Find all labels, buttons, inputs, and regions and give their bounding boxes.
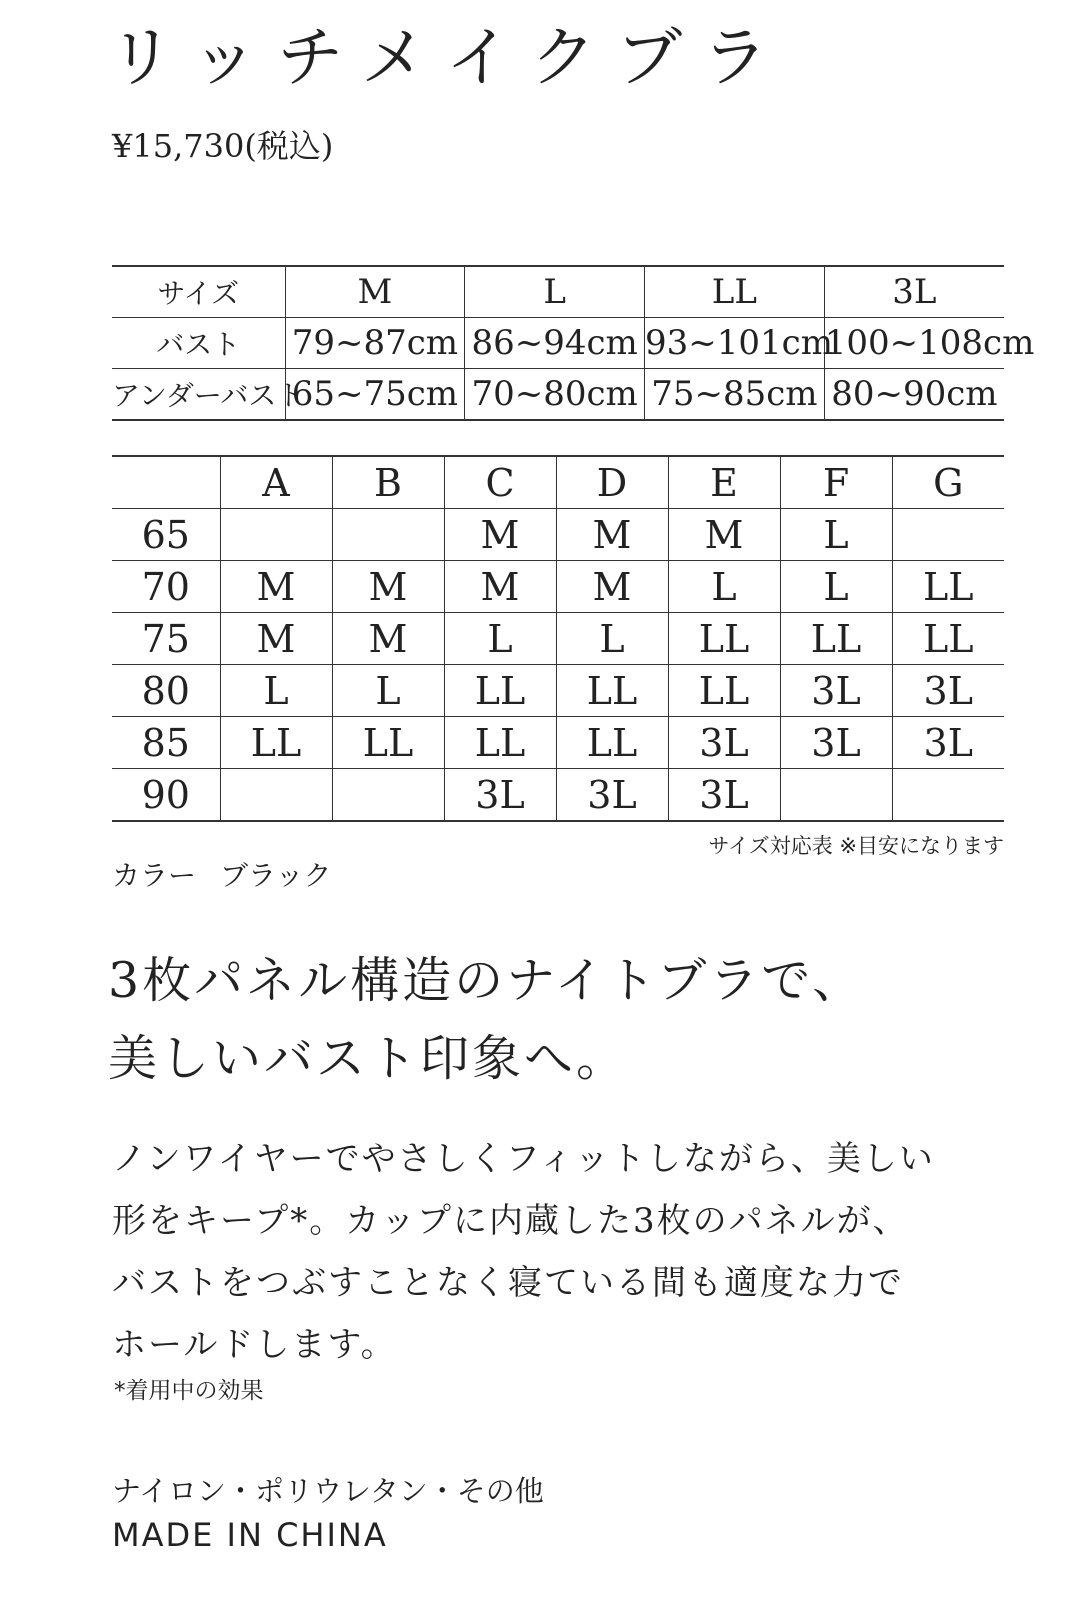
cup-table-row — [112, 613, 1004, 665]
description-line: 形をキープ*。カップに内蔵した3枚のパネルが、 — [112, 1201, 909, 1241]
size-chart-row-label: バスト — [112, 318, 285, 369]
color-info — [112, 858, 331, 894]
cup-table-header: C — [444, 456, 556, 509]
cup-table-cell — [892, 769, 1004, 822]
size-chart-cell: 93~101cm — [645, 318, 825, 369]
description-line: ノンワイヤーでやさしくフィットしながら、美しい — [112, 1139, 935, 1179]
cup-table-cell: LL — [668, 613, 780, 665]
cup-table-band: 80 — [112, 665, 220, 717]
headline-line: 3枚パネル構造のナイトブラで、 — [108, 952, 865, 1009]
cup-table-row — [112, 509, 1004, 561]
product-title: リッチメイクブラ — [108, 19, 789, 96]
cup-table-cell: LL — [444, 717, 556, 769]
size-chart-header: LL — [645, 266, 825, 318]
cup-table-cell: LL — [892, 613, 1004, 665]
cup-table-band: 75 — [112, 613, 220, 665]
cup-table-header: D — [556, 456, 668, 509]
size-chart-row — [112, 318, 1004, 369]
cup-table-header: F — [780, 456, 892, 509]
cup-table-row — [112, 561, 1004, 613]
cup-table-band: 85 — [112, 717, 220, 769]
cup-table-cell: L — [668, 561, 780, 613]
cup-table-cell: L — [556, 613, 668, 665]
cup-table-cell: LL — [220, 717, 332, 769]
cup-table-header-row — [112, 456, 1004, 509]
description — [112, 1128, 935, 1376]
cup-table-band: 70 — [112, 561, 220, 613]
cup-table-cell: M — [220, 561, 332, 613]
cup-table-cell: 3L — [892, 665, 1004, 717]
cup-table-cell — [332, 509, 444, 561]
cup-table-band: 65 — [112, 509, 220, 561]
headline — [108, 942, 864, 1098]
size-chart-cell: 80~90cm — [824, 369, 1004, 421]
size-chart-row — [112, 369, 1004, 421]
cup-table-header: E — [668, 456, 780, 509]
cup-table-cell: LL — [780, 613, 892, 665]
cup-table-cell: 3L — [780, 717, 892, 769]
material: ナイロン・ポリウレタン・その他 — [112, 1474, 544, 1508]
cup-size-table — [112, 455, 1004, 822]
description-line: ホールドします。 — [112, 1325, 397, 1365]
headline-line: 美しいバスト印象へ。 — [108, 1030, 629, 1087]
cup-table-cell: 3L — [780, 665, 892, 717]
cup-table-cell: LL — [668, 665, 780, 717]
size-chart-header: サイズ — [112, 266, 285, 318]
cup-table-cell: M — [444, 509, 556, 561]
cup-table-cell: M — [444, 561, 556, 613]
cup-table-cell — [332, 769, 444, 822]
color-value: ブラック — [220, 859, 332, 892]
cup-table-cell: LL — [444, 665, 556, 717]
size-chart-cell: 86~94cm — [465, 318, 645, 369]
size-chart-header: 3L — [824, 266, 1004, 318]
cup-table-cell: LL — [332, 717, 444, 769]
cup-table-cell — [892, 509, 1004, 561]
cup-table-cell: LL — [556, 665, 668, 717]
cup-table-cell: L — [220, 665, 332, 717]
cup-table-cell: 3L — [668, 717, 780, 769]
cup-table-cell: 3L — [892, 717, 1004, 769]
country-of-origin: MADE IN CHINA — [112, 1516, 388, 1554]
cup-table-cell — [220, 769, 332, 822]
cup-table-cell: L — [332, 665, 444, 717]
size-chart-cell: 79~87cm — [285, 318, 465, 369]
cup-table-cell: L — [444, 613, 556, 665]
size-chart-cell: 75~85cm — [645, 369, 825, 421]
footnote: *着用中の効果 — [114, 1378, 264, 1404]
cup-table-cell: M — [332, 561, 444, 613]
cup-table-cell: M — [668, 509, 780, 561]
cup-table-cell: L — [780, 561, 892, 613]
cup-table-cell: M — [332, 613, 444, 665]
cup-table-row — [112, 769, 1004, 822]
description-line: バストをつぶすことなく寝ている間も適度な力で — [112, 1263, 904, 1303]
cup-table-row — [112, 717, 1004, 769]
size-chart-cell: 70~80cm — [465, 369, 645, 421]
color-label: カラー — [112, 859, 197, 892]
cup-table-cell: LL — [556, 717, 668, 769]
size-table-note: サイズ対応表 ※目安になります — [708, 834, 1004, 858]
cup-table-header: A — [220, 456, 332, 509]
size-chart-row-label: アンダーバスト — [112, 379, 305, 412]
size-chart-cell: 100~108cm — [824, 318, 1004, 369]
size-chart-table — [112, 265, 1035, 421]
cup-table-cell: 3L — [444, 769, 556, 822]
size-chart-header: L — [465, 266, 645, 318]
cup-table-cell — [780, 769, 892, 822]
cup-table-header: G — [892, 456, 1004, 509]
cup-table-cell — [220, 509, 332, 561]
cup-table-band: 90 — [141, 772, 190, 817]
cup-table-cell: 3L — [668, 769, 780, 822]
cup-table-cell: 3L — [556, 769, 668, 822]
cup-table-row — [112, 665, 1004, 717]
product-price: ¥15,730(税込) — [112, 127, 334, 165]
cup-table-header — [112, 456, 220, 509]
size-chart-header-row — [112, 266, 1004, 318]
cup-table-cell: M — [556, 561, 668, 613]
cup-table-cell: LL — [892, 561, 1004, 613]
cup-table-cell: M — [220, 613, 332, 665]
size-chart-cell: 65~75cm — [285, 369, 465, 421]
cup-table-header: B — [332, 456, 444, 509]
cup-table-cell: M — [556, 509, 668, 561]
size-chart-header: M — [285, 266, 465, 318]
cup-table-cell: L — [780, 509, 892, 561]
